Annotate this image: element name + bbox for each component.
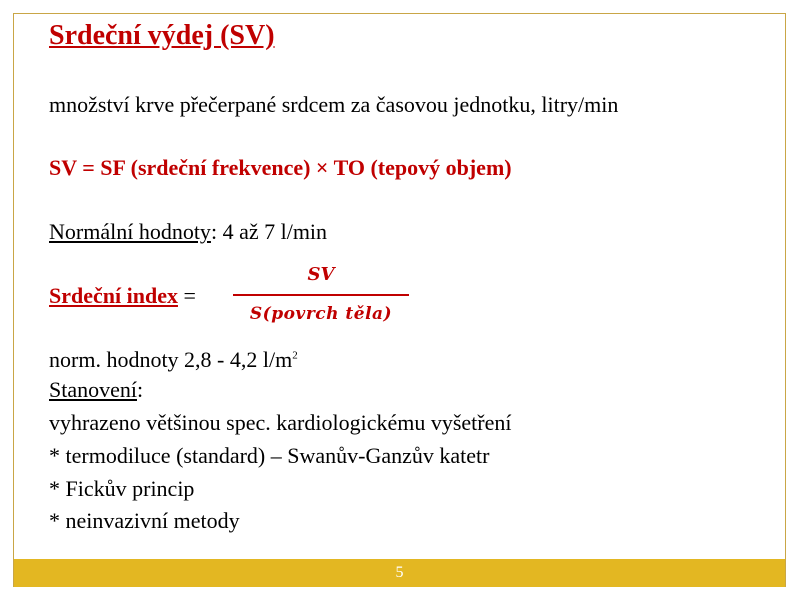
normal-values-sep: : bbox=[210, 219, 218, 244]
cardiac-index-label: Srdeční index bbox=[49, 283, 178, 308]
norm-values-sup: 2 bbox=[292, 349, 298, 362]
cardiac-index-equals: = bbox=[177, 283, 196, 308]
method-item: * neinvazivní metody bbox=[49, 508, 240, 533]
cardiac-index-fraction bbox=[233, 262, 409, 324]
determination-sep: : bbox=[137, 377, 144, 402]
method-item: * Fickův princip bbox=[49, 476, 195, 501]
method-item: * termodiluce (standard) – Swanův-Ganzův katetr bbox=[49, 443, 490, 468]
footer-bar bbox=[14, 559, 785, 587]
fraction-denominator: S(povrch těla) bbox=[249, 304, 393, 324]
normal-values-value: 4 až 7 l/min bbox=[217, 219, 328, 244]
reserved-text: vyhrazeno většinou spec. kardiologickému vyšetření bbox=[49, 410, 512, 435]
fraction-bar bbox=[233, 294, 409, 296]
slide-number: 5 bbox=[395, 564, 404, 581]
slide-title: Srdeční výdej (SV) bbox=[49, 20, 275, 51]
norm-values bbox=[49, 347, 298, 373]
determination-label: Stanovení bbox=[49, 377, 137, 402]
norm-values-text: norm. hodnoty 2,8 - 4,2 l/m bbox=[49, 347, 293, 372]
normal-values-label: Normální hodnoty bbox=[49, 219, 211, 244]
cardiac-index bbox=[49, 283, 196, 309]
fraction-numerator: SV bbox=[307, 264, 335, 285]
formula-text: SV = SF (srdeční frekvence) × TO (tepový objem) bbox=[49, 155, 512, 180]
normal-values bbox=[49, 219, 327, 245]
definition-text: množství krve přečerpané srdcem za časovou jednotku, litry/min bbox=[49, 92, 619, 117]
determination-heading bbox=[49, 377, 143, 403]
